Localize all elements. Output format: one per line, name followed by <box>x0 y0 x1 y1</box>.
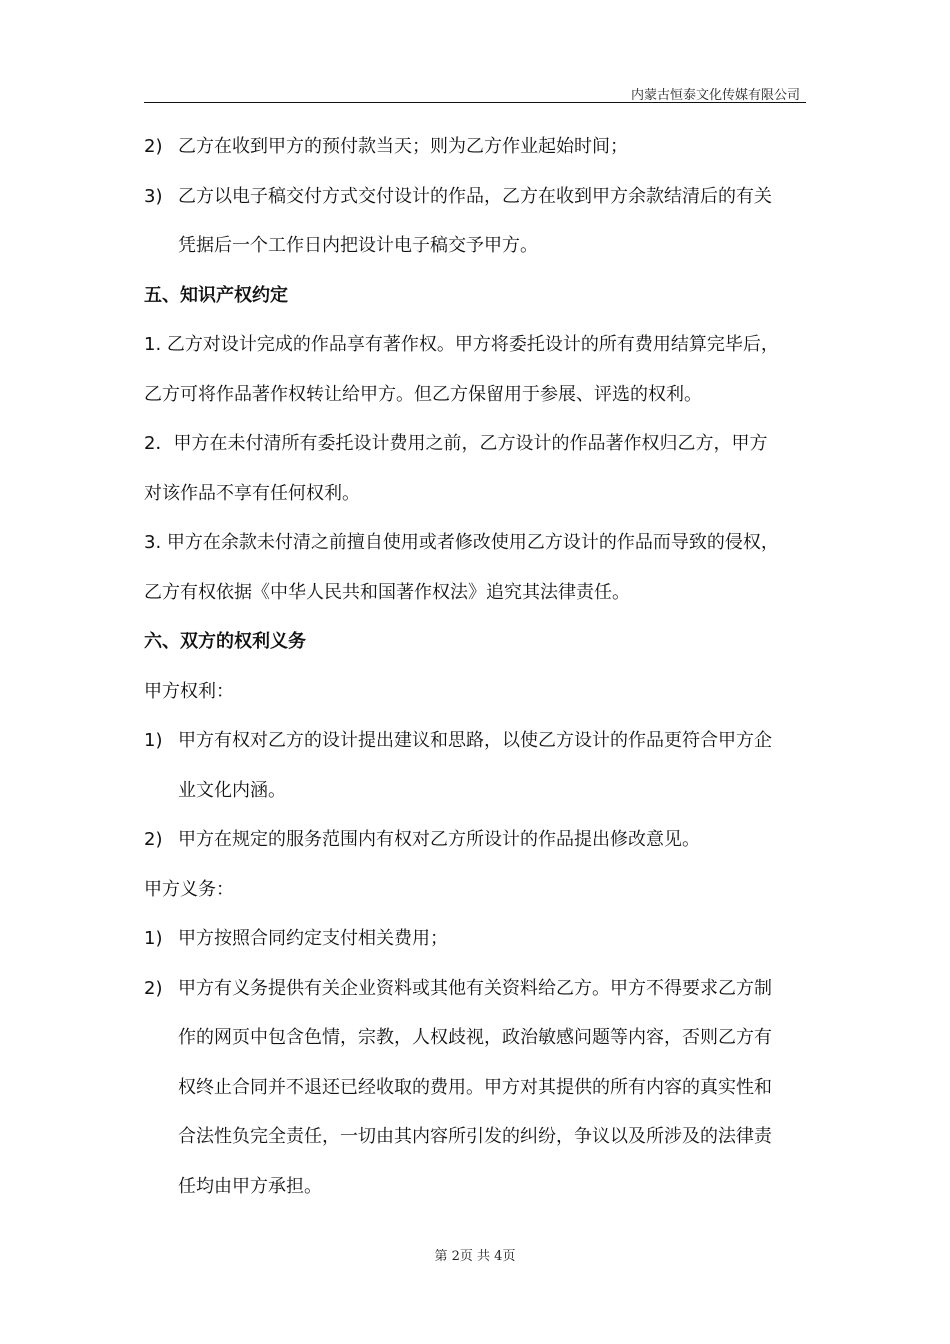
duties-item-2-cont: 权终止合同并不退还已经收取的费用。甲方对其提供的所有内容的真实性和 <box>178 1076 772 1098</box>
sec5-p3-line2: 乙方有权依据《中华人民共和国著作权法》追究其法律责任。 <box>144 581 630 603</box>
sec4-item-3 <box>144 172 808 222</box>
list-text: 甲方在规定的服务范围内有权对乙方所设计的作品提出修改意见。 <box>178 829 700 850</box>
duties-item-2-cont: 任均由甲方承担。 <box>178 1175 322 1197</box>
page-footer: 第 2页 共 4页 <box>434 1249 516 1264</box>
sec5-p2-line1: 2．甲方在未付清所有委托设计费用之前，乙方设计的作品著作权归乙方，甲方 <box>144 433 768 454</box>
list-text: 甲方有权对乙方的设计提出建议和思路，以使乙方设计的作品更符合甲方企 <box>178 730 772 751</box>
list-text: 乙方以电子稿交付方式交付设计的作品，乙方在收到甲方余款结清后的有关 <box>178 185 772 207</box>
sec5-p3-line1: 3. 甲方在余款未付清之前擅自使用或者修改使用乙方设计的作品而导致的侵权， <box>144 532 779 553</box>
list-number: 1) <box>144 730 163 751</box>
duties-item-1 <box>144 914 808 964</box>
list-number: 2) <box>144 829 163 850</box>
list-text: 甲方按照合同约定支付相关费用； <box>178 928 448 949</box>
sec5-p1-line1: 1. 乙方对设计完成的作品享有著作权。甲方将委托设计的所有费用结算完毕后， <box>144 334 779 355</box>
duties-item-2-cont: 作的网页中包含色情，宗教，人权歧视，政治敏感问题等内容，否则乙方有 <box>178 1027 772 1048</box>
list-text: 甲方有义务提供有关企业资料或其他有关资料给乙方。甲方不得要求乙方制 <box>178 977 772 999</box>
rights-item-1 <box>144 716 808 766</box>
duties-item-2-cont: 合法性负完全责任，一切由其内容所引发的纠纷，争议以及所涉及的法律责 <box>178 1126 772 1147</box>
rights-item-1-cont: 业文化内涵。 <box>178 779 286 801</box>
duties-item-2 <box>144 964 808 1014</box>
list-number: 3) <box>144 185 163 207</box>
sec5-p2-line2: 对该作品不享有任何权利。 <box>144 482 360 504</box>
page-header <box>144 82 806 103</box>
sec5-p1-line2: 乙方可将作品著作权转让给甲方。但乙方保留用于参展、评选的权利。 <box>144 383 702 405</box>
section-5-heading: 五、知识产权约定 <box>144 284 288 306</box>
sec4-item-2 <box>144 122 808 172</box>
section-6-heading: 六、双方的权利义务 <box>144 631 306 652</box>
duties-label: 甲方义务： <box>144 878 234 900</box>
list-number: 2) <box>144 977 163 999</box>
header-company-name: 内蒙古恒泰文化传媒有限公司 <box>630 88 800 103</box>
rights-label: 甲方权利： <box>144 680 234 702</box>
list-number: 2) <box>144 136 163 157</box>
list-text: 乙方在收到甲方的预付款当天；则为乙方作业起始时间； <box>178 136 628 157</box>
sec4-item-3-cont: 凭据后一个工作日内把设计电子稿交予甲方。 <box>178 235 538 256</box>
document-body <box>144 122 808 1211</box>
rights-item-2 <box>144 815 808 865</box>
list-number: 1) <box>144 928 163 949</box>
